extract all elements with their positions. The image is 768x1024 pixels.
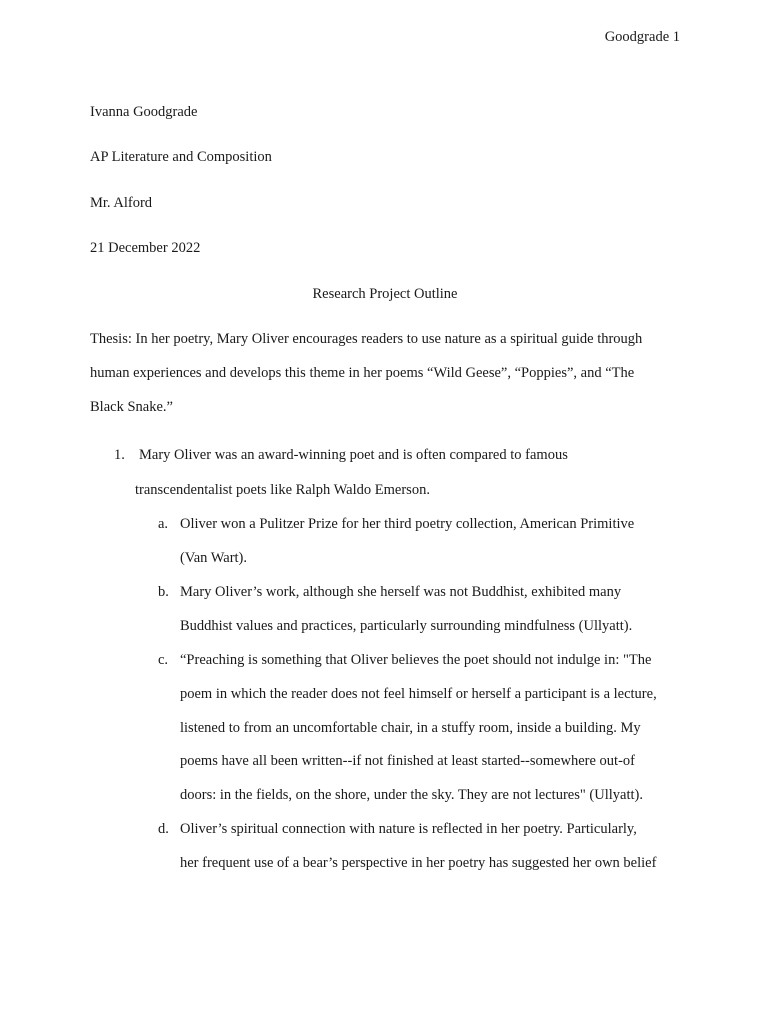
document-title: Research Project Outline [312,286,458,302]
thesis-line: Thesis: In her poetry, Mary Oliver encourages readers to use nature as a spiritual guide through [90,331,643,347]
outline-letter: c. [158,652,169,668]
outline-subitem-line: Oliver won a Pulitzer Prize for her third poetry collection, American Primitive [180,516,635,532]
outline-subitem-line: (Van Wart). [180,550,248,566]
outline-subitem-line: her frequent use of a bear’s perspective in her poetry has suggested her own belief [180,855,657,871]
outline-subitem-line: poems have all been written--if not finished at least started--somewhere out-of [180,753,635,769]
outline-subitem-line: “Preaching is something that Oliver believes the poet should not indulge in: "The [180,652,652,668]
thesis-line: human experiences and develops this theme in her poems “Wild Geese”, “Poppies”, and “The [90,365,635,381]
outline-subitem-line: listened to from an uncomfortable chair, in a stuffy room, inside a building. My [180,720,641,736]
outline-subitem-line: Oliver’s spiritual connection with nature is reflected in her poetry. Particularly, [180,821,637,837]
author-name: Ivanna Goodgrade [90,104,198,120]
teacher-name: Mr. Alford [90,195,153,211]
outline-item-line: Mary Oliver was an award-winning poet and is often compared to famous [139,447,568,463]
outline-letter: a. [158,516,169,532]
outline-subitem-line: Mary Oliver’s work, although she herself was not Buddhist, exhibited many [180,584,622,600]
outline-letter: b. [158,584,169,600]
outline-letter: d. [158,821,169,837]
document-date: 21 December 2022 [90,240,201,256]
course-name: AP Literature and Composition [90,149,272,165]
outline-item-line: transcendentalist poets like Ralph Waldo Emerson. [135,482,430,498]
outline-subitem-line: doors: in the fields, on the shore, under the sky. They are not lectures" (Ullyatt). [180,787,643,803]
outline-subitem-line: Buddhist values and practices, particularly surrounding mindfulness (Ullyatt). [180,618,633,634]
running-head: Goodgrade 1 [604,29,680,45]
outline-number: 1. [114,447,125,463]
thesis-line: Black Snake.” [90,399,173,415]
outline-subitem-line: poem in which the reader does not feel himself or herself a participant is a lecture, [180,686,657,702]
